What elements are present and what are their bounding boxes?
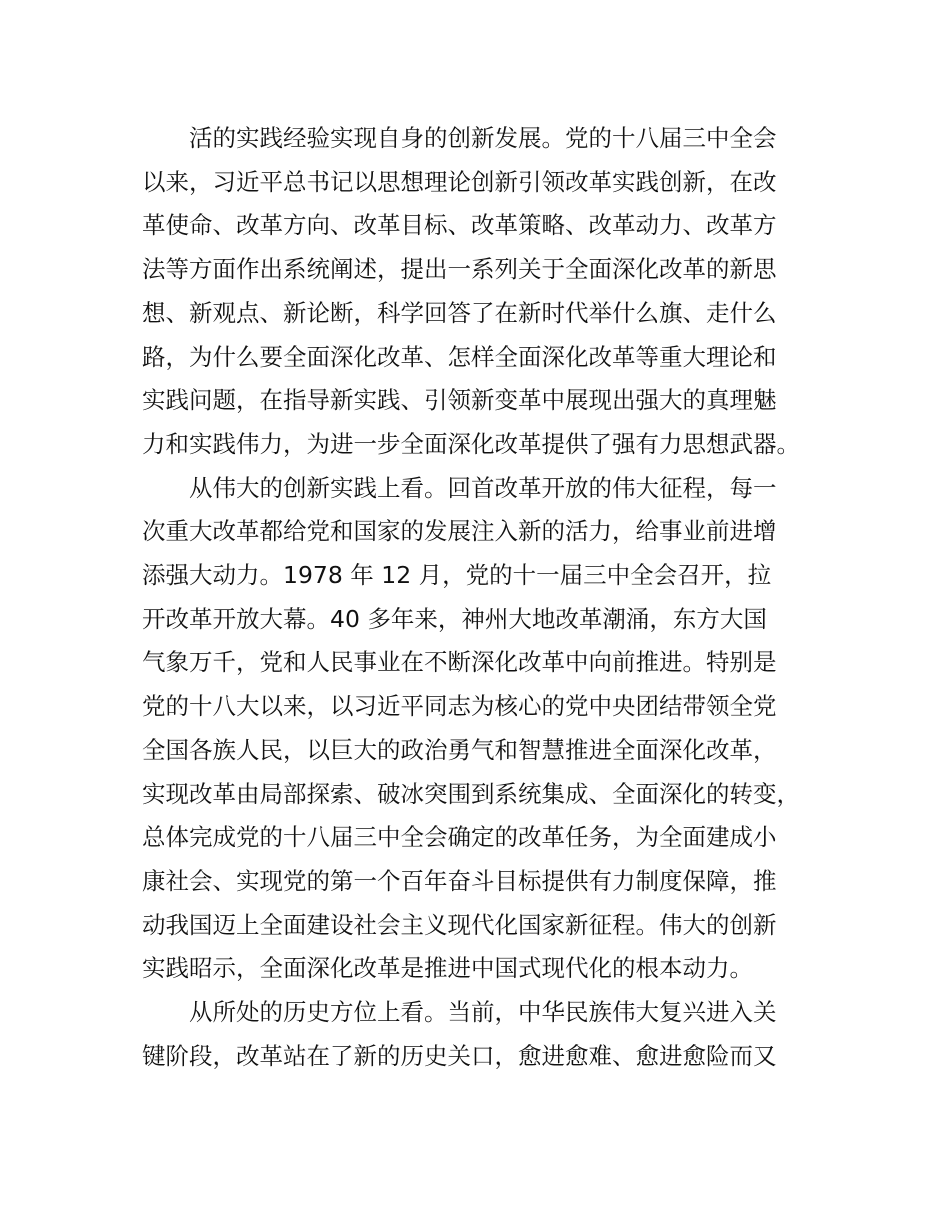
text-line: 以来，习近平总书记以思想理论创新引领改革实践创新，在改 [142, 167, 777, 196]
text-line: 实践昭示，全面深化改革是推进中国式现代化的根本动力。 [142, 954, 753, 983]
text-line: 开改革开放大幕。40 多年来，神州大地改革潮涌，东方大国 [142, 604, 767, 633]
text-line: 想、新观点、新论断，科学回答了在新时代举什么旗、走什么 [142, 298, 777, 327]
text-line: 动我国迈上全面建设社会主义现代化国家新征程。伟大的创新 [142, 910, 777, 939]
text-line: 添强大动力。1978 年 12 月，党的十一届三中全会召开，拉 [142, 561, 772, 590]
text-line: 从所处的历史方位上看。当前，中华民族伟大复兴进入关 [189, 998, 777, 1027]
paragraph [142, 117, 832, 467]
text-line: 次重大改革都给党和国家的发展注入新的活力，给事业前进增 [142, 517, 777, 546]
text-line: 党的十八大以来，以习近平同志为核心的党中央团结带领全党 [142, 692, 777, 721]
text-line: 实现改革由局部探索、破冰突围到系统集成、全面深化的转变， [142, 779, 800, 808]
text-line: 全国各族人民，以巨大的政治勇气和智慧推进全面深化改革， [142, 735, 777, 764]
document-body [142, 117, 832, 1078]
text-line: 力和实践伟力，为进一步全面深化改革提供了强有力思想武器。 [142, 429, 800, 458]
text-line: 革使命、改革方向、改革目标、改革策略、改革动力、改革方 [142, 211, 777, 240]
text-line: 活的实践经验实现自身的创新发展。党的十八届三中全会 [189, 124, 777, 152]
text-line: 气象万千，党和人民事业在不断深化改革中向前推进。特别是 [142, 648, 777, 677]
text-line: 实践问题，在指导新实践、引领新变革中展现出强大的真理魅 [142, 386, 777, 415]
paragraph [142, 467, 832, 991]
text-line: 法等方面作出系统阐述，提出一系列关于全面深化改革的新思 [142, 255, 777, 284]
text-line: 路，为什么要全面深化改革、怎样全面深化改革等重大理论和 [142, 342, 777, 371]
paragraph [142, 991, 832, 1078]
text-line: 从伟大的创新实践上看。回首改革开放的伟大征程，每一 [189, 473, 777, 502]
text-line: 康社会、实现党的第一个百年奋斗目标提供有力制度保障，推 [142, 866, 777, 895]
text-line: 总体完成党的十八届三中全会确定的改革任务，为全面建成小 [142, 823, 777, 852]
text-line: 键阶段，改革站在了新的历史关口，愈进愈难、愈进愈险而又 [142, 1041, 777, 1070]
